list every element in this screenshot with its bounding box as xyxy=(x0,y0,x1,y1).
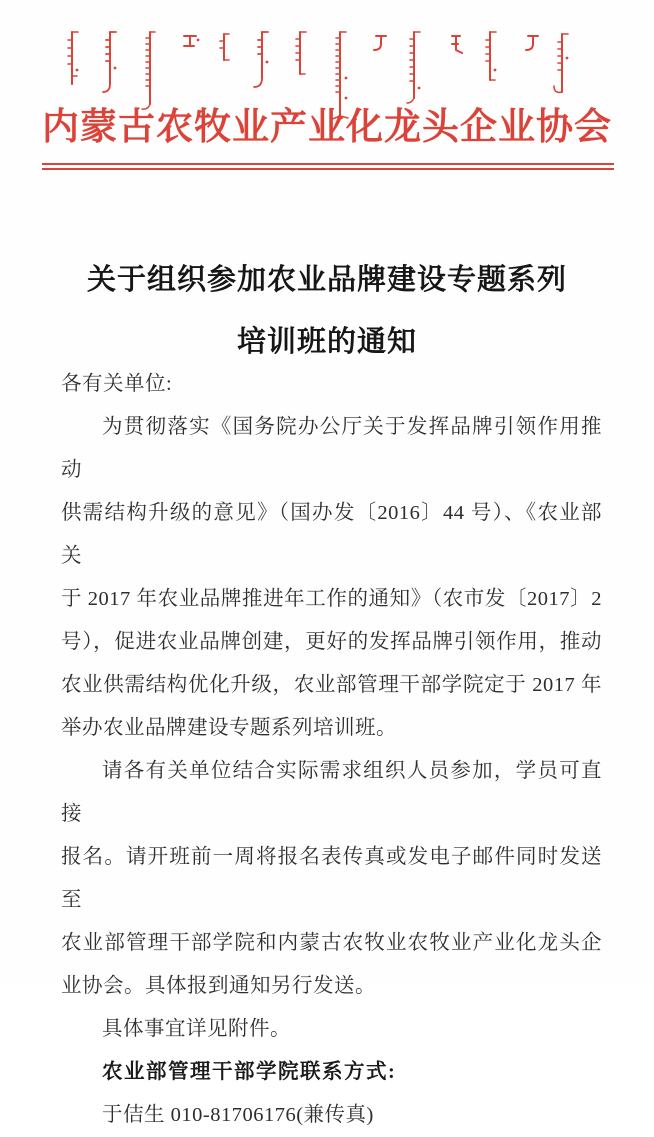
body-line: 农业供需结构优化升级，农业部管理干部学院定于 2017 年 xyxy=(61,674,602,696)
document-body xyxy=(61,363,602,1137)
organization-name: 内蒙古农牧业产业化龙头企业协会 xyxy=(42,107,612,148)
body-line: 报名。请开班前一周将报名表传真或发电子邮件同时发送至 xyxy=(61,846,602,911)
body-line: 于 2017 年农业品牌推进年工作的通知》（农市发〔2017〕2 xyxy=(61,588,602,610)
salutation: 各有关单位: xyxy=(61,373,173,395)
document-title xyxy=(0,249,654,373)
body-line: 业协会。具体报到通知另行发送。 xyxy=(61,975,376,997)
body-line: 农业部管理干部学院和内蒙古农牧业农牧业产业化龙头企 xyxy=(61,932,602,954)
body-line: 供需结构升级的意见》（国办发〔2016〕44 号）、《农业部关 xyxy=(61,502,602,567)
contact-heading: 农业部管理干部学院联系方式: xyxy=(102,1061,397,1083)
document-title-line1: 关于组织参加农业品牌建设专题系列 xyxy=(86,264,567,296)
body-line: 号），促进农业品牌创建，更好的发挥品牌引领作用，推动 xyxy=(61,631,602,653)
header-divider-rule xyxy=(42,163,614,170)
body-line: 具体事宜详见附件。 xyxy=(102,1018,291,1040)
document-title-line2: 培训班的通知 xyxy=(236,326,417,358)
contact-phone-line: 于佶生 010-81706176(兼传真) xyxy=(102,1104,374,1126)
body-line: 请各有关单位结合实际需求组织人员参加，学员可直接 xyxy=(61,760,602,825)
body-line: 为贯彻落实《国务院办公厅关于发挥品牌引领作用推动 xyxy=(61,416,602,481)
body-line: 举办农业品牌建设专题系列培训班。 xyxy=(61,717,397,739)
